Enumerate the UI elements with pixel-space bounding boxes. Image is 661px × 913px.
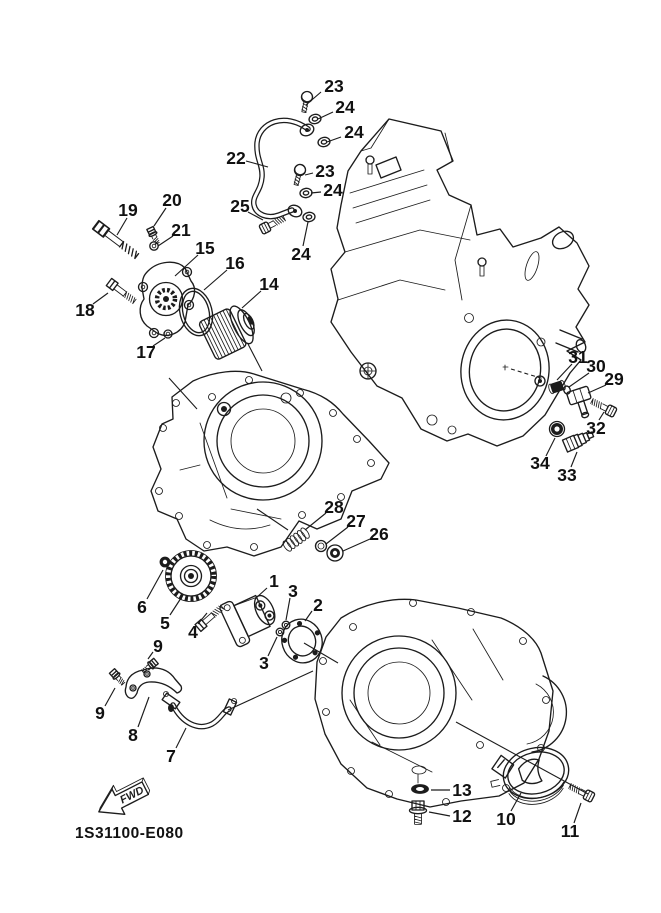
oil-pump-assembly-1: [219, 586, 282, 648]
leader-line-7: [176, 728, 186, 748]
bolt-19: [93, 221, 140, 260]
oil-delivery-pipe: [254, 120, 316, 219]
pointer-line-1: [304, 643, 338, 663]
leader-line-23: [305, 173, 313, 175]
pointer-line-6: [456, 722, 588, 794]
plug-26: [327, 545, 343, 561]
pointer-line-5: [228, 671, 313, 710]
washer-27: [316, 541, 327, 552]
callout-18: 18: [75, 300, 95, 320]
callout-28: 28: [324, 497, 344, 517]
pointer-line-2: [248, 344, 262, 371]
callout-19: 19: [118, 200, 138, 220]
oil-pump-cover: [139, 262, 195, 337]
callout-23: 23: [324, 76, 344, 96]
callout-6: 6: [137, 597, 147, 617]
callout-30: 30: [586, 356, 606, 376]
washer-24d: [302, 212, 315, 223]
bolt-32: [590, 397, 618, 418]
callout-7: 7: [166, 746, 176, 766]
callout-22: 22: [226, 148, 246, 168]
callout-9: 9: [153, 636, 163, 656]
leader-line-26: [343, 539, 370, 551]
callout-17: 17: [136, 342, 156, 362]
pointer-line-4: [257, 509, 288, 530]
leader-line-27: [326, 527, 348, 544]
callout-1: 1: [269, 571, 279, 591]
bolt-9b: [109, 668, 127, 686]
bolt-18: [106, 278, 137, 304]
leader-line-24: [303, 222, 308, 246]
drain-boss: [412, 766, 426, 783]
leader-line-11: [574, 803, 581, 823]
oil-pickup-pipe-7: [162, 692, 236, 727]
drain-washer-13: [412, 785, 429, 794]
assembly-pointer-lines: [169, 344, 588, 794]
output-shaft-boss: [360, 363, 376, 379]
leader-line-5: [170, 595, 183, 615]
callout-34: 34: [530, 453, 550, 473]
callout-31: 31: [568, 347, 588, 367]
fwd-arrow: [91, 772, 154, 825]
leader-line-3: [286, 598, 290, 620]
leader-line-28: [305, 513, 326, 530]
clutch-cover: [454, 250, 555, 426]
leader-line-3: [268, 637, 277, 656]
callout-32: 32: [586, 418, 606, 438]
callout-2: 2: [313, 595, 323, 615]
leader-line-4: [198, 613, 207, 624]
callout-24: 24: [344, 122, 364, 142]
crankcase-bolt-holes: [156, 377, 375, 551]
fwd-arrow-label: FWD: [118, 784, 146, 807]
diagram-part-code: 1S31100-E080: [75, 825, 184, 842]
circlip-6: [160, 557, 170, 567]
engine-assembly: [331, 119, 589, 446]
oil-seal-34: [550, 422, 565, 437]
washer-24b: [317, 136, 331, 147]
collar-31: [548, 380, 567, 395]
leader-line-12: [429, 812, 450, 816]
dashed-line-1: [511, 369, 544, 379]
washer-24c: [299, 188, 312, 199]
o-ring-17: [164, 330, 172, 338]
callout-24: 24: [335, 97, 355, 117]
callout-12: 12: [452, 806, 472, 826]
callout-14: 14: [259, 274, 279, 294]
leader-line-6: [147, 570, 163, 599]
callout-21: 21: [171, 220, 191, 240]
callout-11: 11: [560, 821, 580, 841]
intake-stub: [550, 228, 577, 252]
leader-line-2: [305, 611, 312, 621]
pipe-bracket-8: [125, 668, 181, 698]
callout-3: 3: [288, 581, 298, 601]
washer-24a: [308, 113, 322, 124]
callout-33: 33: [557, 465, 577, 485]
callout-25: 25: [230, 196, 250, 216]
leader-line-8: [138, 697, 149, 727]
bolt-4: [195, 604, 225, 632]
union-bolt-23b: [291, 163, 307, 186]
leader-line-20: [154, 208, 166, 226]
pump-drive-gear-5: [166, 551, 217, 602]
washer-21: [150, 242, 158, 250]
callout-5: 5: [160, 613, 170, 633]
strainer-cover-10: [486, 741, 576, 813]
callout-16: 16: [225, 253, 245, 273]
leader-line-1: [256, 588, 267, 598]
leader-line-14: [242, 291, 261, 308]
callout-20: 20: [162, 190, 182, 210]
leader-line-23: [306, 92, 321, 105]
right-crankcase-half: [315, 599, 566, 807]
callout-9: 9: [95, 703, 105, 723]
callout-3: 3: [259, 653, 269, 673]
leader-line-19: [117, 218, 127, 235]
callout-8: 8: [128, 725, 138, 745]
callout-4: 4: [188, 622, 198, 642]
dowel-rings-3: [276, 621, 290, 636]
callout-10: 10: [496, 809, 516, 829]
callout-23: 23: [315, 161, 335, 181]
leader-line-9: [105, 688, 115, 706]
crankcase-bolt-holes: [320, 600, 550, 806]
leader-line-18: [93, 293, 108, 304]
callout-24: 24: [291, 244, 311, 264]
callout-24: 24: [323, 180, 343, 200]
callout-13: 13: [452, 780, 472, 800]
callout-15: 15: [195, 238, 215, 258]
callout-27: 27: [346, 511, 366, 531]
callout-29: 29: [604, 369, 624, 389]
union-bolt-23a: [298, 90, 313, 113]
callout-26: 26: [369, 524, 389, 544]
leader-line-16: [204, 270, 227, 290]
